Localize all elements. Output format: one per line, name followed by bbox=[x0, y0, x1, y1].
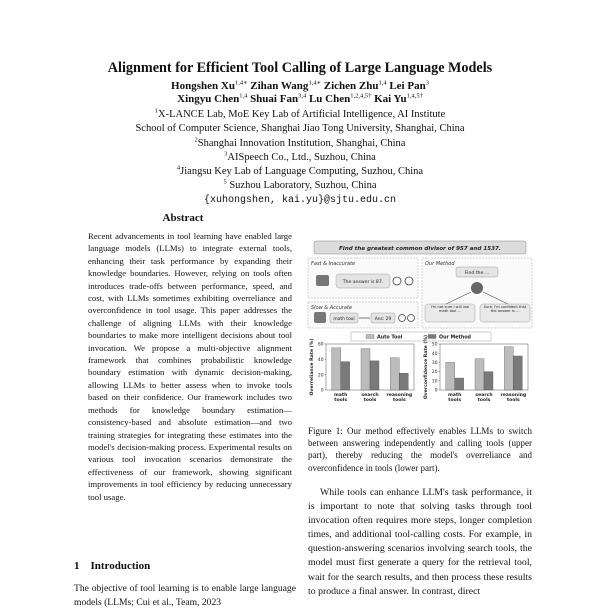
legend-label: Our Method bbox=[439, 335, 471, 341]
figure-1 bbox=[306, 240, 534, 420]
robot-icon-2 bbox=[314, 312, 326, 323]
author-name: Xingyu Chen bbox=[177, 93, 240, 105]
affiliation-text: Suzhou Laboratory, Suzhou, China bbox=[226, 180, 377, 192]
author-name: Shuai Fan bbox=[250, 93, 299, 105]
right-bubble-text: Sure, I'm confident that the answer is ... bbox=[483, 305, 527, 314]
author-line bbox=[0, 93, 600, 106]
affiliation-mark: 4 bbox=[176, 164, 181, 172]
author-affiliation-mark: 1,2,4,5† bbox=[350, 92, 372, 100]
x-tick-label: tools bbox=[363, 398, 377, 403]
y-tick-label: 0 bbox=[434, 388, 438, 394]
introduction-title: Introduction bbox=[90, 560, 151, 572]
author-name: Lei Pan bbox=[389, 80, 426, 92]
y-tick-label: 40 bbox=[431, 351, 438, 357]
affiliations bbox=[0, 108, 600, 208]
left-bubble-fo bbox=[426, 305, 474, 321]
author-emails: {xuhongshen, kai.yu}@sjtu.edu.cn bbox=[203, 194, 397, 206]
tool-box-text: math tool bbox=[333, 317, 355, 322]
x-tick-label: math bbox=[333, 393, 348, 398]
right-column-text: While tools can enhance LLM's task performance, it is important to note that solving tasks through tool invocation often requires more steps, longer completion times, and additional tool-calling costs. For example, in question-answering scenarios involving search tools, the model must first generate a query for the retrieval tool, wait for the search results, and then process these results to produce a final answer. In contrast, direct bbox=[308, 487, 532, 597]
left-bubble-text: I'm not sure I will use math tool ... bbox=[430, 305, 470, 314]
slow-panel-label: Slow & Accurate bbox=[311, 305, 353, 311]
abstract-text: Recent advancements in tool learning have enabled large language models (LLMs) to integrate external tools, enhancing their task performance by expanding their knowledge boundaries. However, relying on tools often introduces trade-offs between performance, speed, and cost, with LLMs sometimes exhibiting overreliance and overconfidence in tool usage. This paper addresses the challenge of aligning LLMs with their knowledge boundaries to make more intelligent decisions about tool invocation. We propose a multi-objective alignment framework that combines probabilistic knowledge boundary estimation with dynamic decision-making, allowing LLMs to better assess when to invoke tools based on their confidence. Our framework includes two methods for knowledge boundary estimation—consistency-based and absolute estimation—and two training strategies for integrating these estimates into the model's decision-making process. Experimental results on various tool invocation scenarios demonstrate the effectiveness of our framework, showing significant improvements in tool efficiency by reducing unnecessary tool usage. bbox=[88, 231, 292, 502]
affiliation-line bbox=[0, 108, 600, 122]
x-tick-label: search bbox=[361, 393, 379, 398]
legend-label: Auto Tool bbox=[377, 335, 403, 341]
author-affiliation-mark: 1,4,5† bbox=[406, 92, 423, 100]
fast-panel-label: Fast & Inaccurate bbox=[311, 261, 356, 267]
bar bbox=[370, 361, 379, 390]
affiliation-text: AISpeech Co., Ltd., Suzhou, China bbox=[227, 151, 376, 163]
author-affiliation-mark: 3 bbox=[425, 79, 429, 87]
affiliation-line bbox=[0, 165, 600, 179]
y-tick-label: 20 bbox=[431, 370, 438, 376]
introduction-text: The objective of tool learning is to enable large language models (LLMs; Cui et al., Team, 2023 bbox=[74, 583, 296, 608]
author-affiliation-mark: 1,4 bbox=[239, 92, 248, 100]
y-axis-label: Overconfidence Rate (%) bbox=[424, 334, 429, 400]
y-tick-label: 20 bbox=[317, 373, 324, 379]
y-tick-label: 10 bbox=[431, 379, 438, 385]
bar bbox=[446, 362, 455, 390]
introduction-heading bbox=[74, 560, 150, 572]
author-affiliation-mark: 3,4 bbox=[298, 92, 307, 100]
affiliation-mark: 1 bbox=[154, 107, 159, 115]
x-tick-label: tools bbox=[334, 398, 348, 403]
x-tick-label: tools bbox=[477, 398, 491, 403]
legend-swatch bbox=[366, 335, 374, 339]
affiliation-mark: 2 bbox=[194, 136, 198, 144]
bar bbox=[513, 356, 522, 390]
overconfidence-chart bbox=[423, 335, 528, 403]
bar bbox=[475, 359, 484, 390]
y-tick-label: 30 bbox=[431, 361, 438, 366]
find-box-text: Find the ... bbox=[464, 271, 490, 276]
x-tick-label: reasoning bbox=[500, 393, 527, 398]
x-tick-label: tools bbox=[448, 398, 462, 403]
answer-bubble-text: The answer is 87. bbox=[342, 280, 384, 285]
bar bbox=[455, 378, 464, 390]
affiliation-mark: 3 bbox=[224, 150, 228, 158]
brain-icon bbox=[471, 282, 483, 294]
y-tick-label: 0 bbox=[320, 388, 324, 394]
affiliation-line bbox=[0, 179, 600, 193]
author-list bbox=[0, 80, 600, 106]
author-affiliation-mark: 1,4∗ bbox=[234, 79, 248, 87]
author-name: Hongshen Xu bbox=[171, 80, 235, 92]
affiliation-line bbox=[0, 137, 600, 151]
figure-caption: Figure 1: Our method effectively enables LLMs to switch between answering independently and calling tools (upper part), thereby reducing the model's overreliance and overconfidence in tools (lower part). bbox=[308, 426, 532, 473]
robot-icon bbox=[316, 275, 329, 286]
x-tick-label: tools bbox=[506, 398, 520, 403]
method-panel-label: Our Method bbox=[425, 261, 455, 267]
bar bbox=[484, 372, 493, 390]
author-name: Zihan Wang bbox=[250, 80, 309, 92]
x-tick-label: reasoning bbox=[386, 393, 413, 398]
y-axis-label: Overreliance Rate (%) bbox=[310, 338, 315, 396]
right-bubble-fo bbox=[481, 305, 529, 321]
author-name: Zichen Zhu bbox=[323, 80, 379, 92]
bar bbox=[390, 358, 399, 390]
x-tick-label: tools bbox=[392, 398, 406, 403]
author-name: Lu Chen bbox=[308, 93, 351, 105]
affiliation-mark: 5 bbox=[223, 178, 227, 186]
y-tick-label: 60 bbox=[317, 342, 324, 348]
bar bbox=[504, 347, 513, 390]
affiliation-text: Shanghai Innovation Institution, Shanghai, China bbox=[197, 137, 406, 149]
affiliation-line bbox=[0, 151, 600, 165]
ans-box-text: Ans: 29 bbox=[374, 317, 392, 322]
y-tick-label: 40 bbox=[317, 357, 324, 363]
bar bbox=[341, 362, 350, 390]
author-affiliation-mark: 1,4∗ bbox=[308, 79, 321, 87]
affiliation-text: School of Computer Science, Shanghai Jiao Tong University, Shanghai, China bbox=[135, 123, 465, 135]
paper-title: Alignment for Efficient Tool Calling of Large Language Models bbox=[107, 60, 493, 76]
x-tick-label: search bbox=[475, 393, 493, 398]
author-line bbox=[0, 80, 600, 93]
figure-banner-text: Find the greatest common divisor of 957 and 1537. bbox=[338, 246, 502, 252]
y-tick-label: 50 bbox=[431, 342, 438, 348]
author-name: Kai Yu bbox=[374, 93, 407, 105]
x-tick-label: math bbox=[447, 393, 462, 398]
overreliance-chart bbox=[309, 339, 414, 403]
bar bbox=[399, 373, 408, 390]
author-affiliation-mark: 1,4 bbox=[378, 79, 387, 87]
bar bbox=[332, 348, 341, 390]
legend-swatch bbox=[428, 335, 436, 339]
introduction-number: 1 bbox=[74, 560, 80, 572]
affiliation-text: X-LANCE Lab, MoE Key Lab of Artificial Intelligence, AI Institute bbox=[158, 109, 446, 120]
abstract-heading: Abstract bbox=[162, 212, 204, 224]
bar bbox=[361, 349, 370, 390]
affiliation-line bbox=[0, 122, 600, 136]
affiliation-text: Jiangsu Key Lab of Language Computing, Suzhou, China bbox=[180, 166, 424, 178]
